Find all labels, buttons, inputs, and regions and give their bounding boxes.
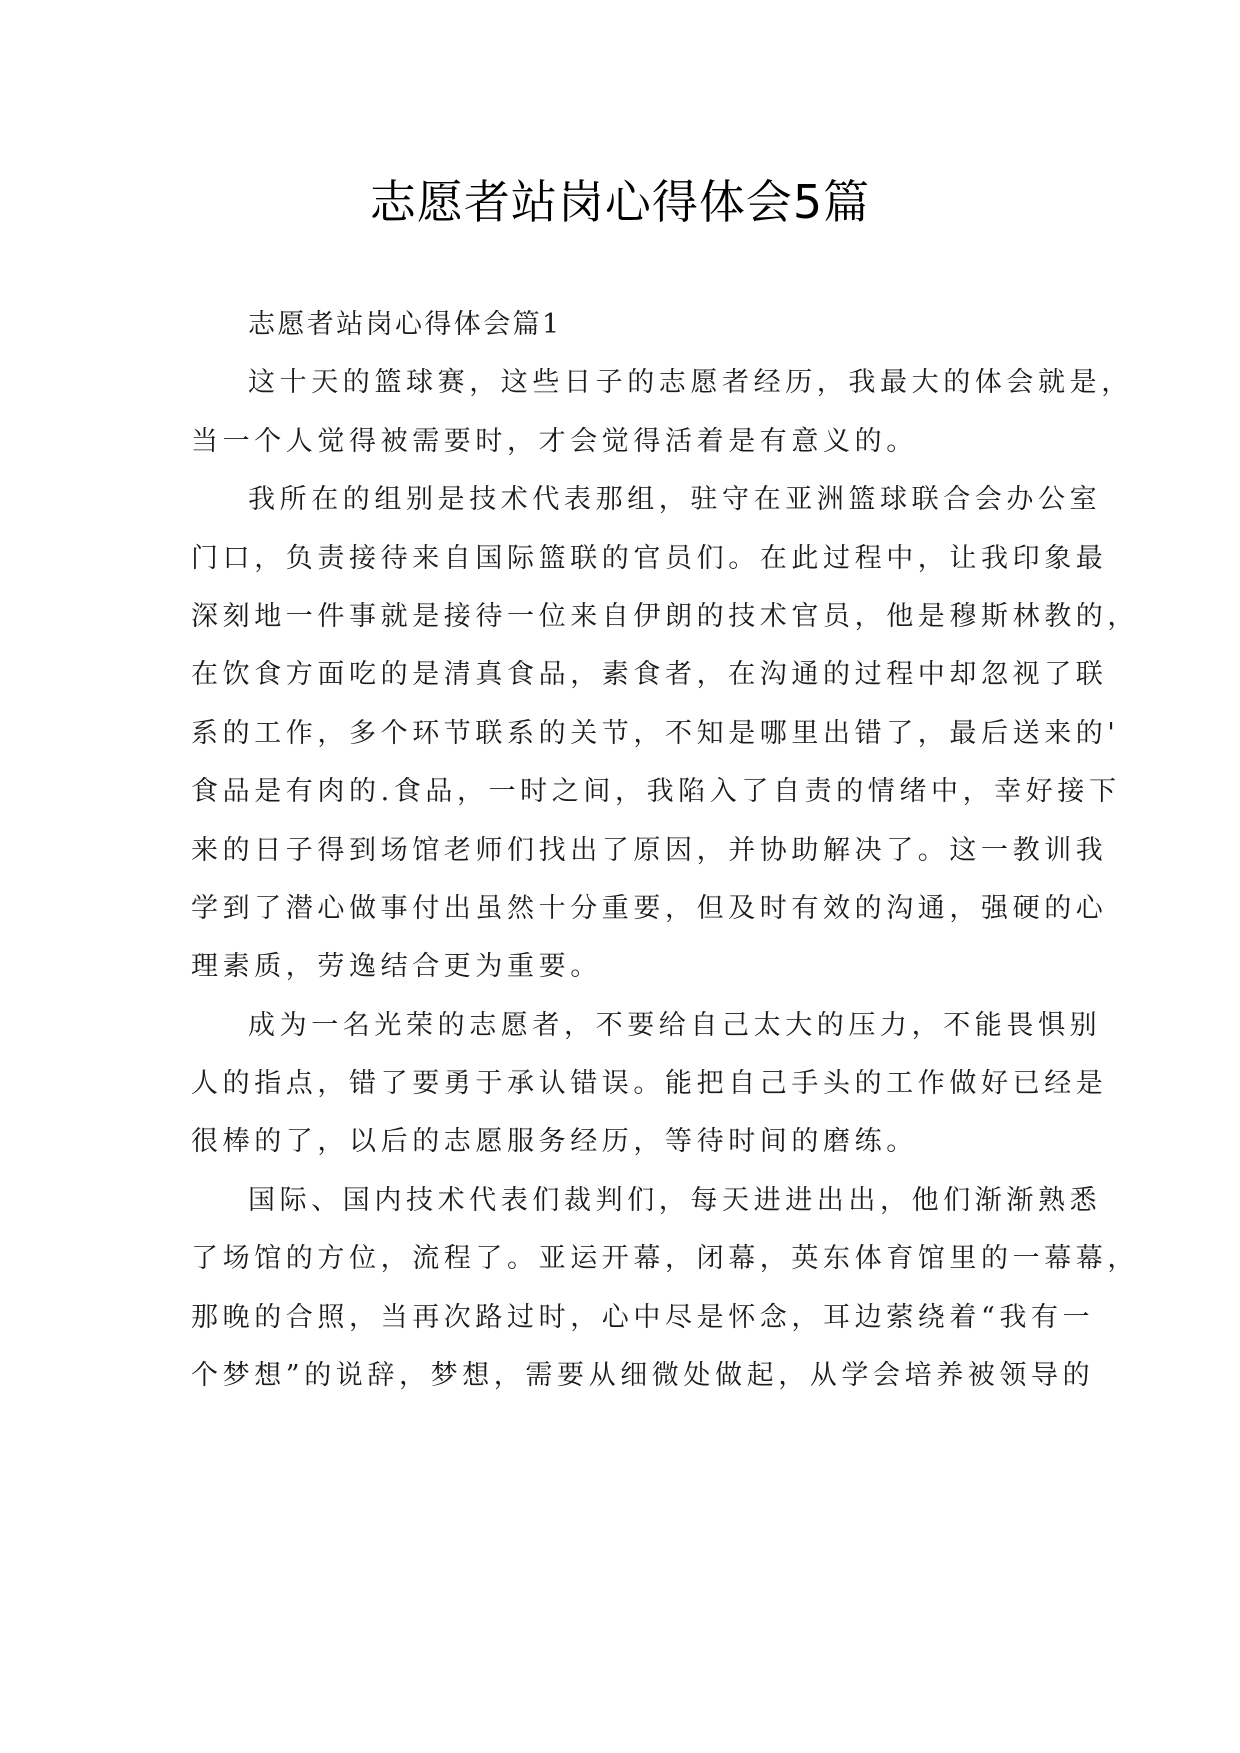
paragraph-3 (191, 997, 1108, 1172)
paragraph-line: 系的工作，多个环节联系的关节，不知是哪里出错了，最后送来的' (191, 717, 1120, 749)
paragraph-1 (191, 354, 1133, 471)
paragraph-line: 了场馆的方位，流程了。亚运开幕，闭幕，英东体育馆里的一幕幕， (191, 1243, 1139, 1275)
paragraph-line: 这十天的篮球赛，这些日子的志愿者经历，我最大的体会就是， (248, 367, 1133, 399)
paragraph-2 (191, 471, 1139, 997)
paragraph-line: 来的日子得到场馆老师们找出了原因，并协助解决了。这一教训我 (191, 834, 1108, 866)
paragraph-line: 在饮食方面吃的是清真食品，素食者，在沟通的过程中却忽视了联 (191, 659, 1108, 691)
document-body (191, 296, 1139, 1405)
document-title: 志愿者站岗心得体会5篇 (369, 175, 871, 229)
paragraph-line: 成为一名光荣的志愿者，不要给自己太大的压力，不能畏惧别 (248, 1009, 1102, 1041)
paragraph-line: 门口，负责接待来自国际篮联的官员们。在此过程中，让我印象最 (191, 542, 1108, 574)
section-heading: 志愿者站岗心得体会篇1 (248, 309, 562, 340)
paragraph-line: 很棒的了，以后的志愿服务经历，等待时间的磨练。 (191, 1126, 918, 1158)
paragraph-line: 我所在的组别是技术代表那组，驻守在亚洲篮球联合会办公室 (248, 484, 1102, 516)
paragraph-line: 当一个人觉得被需要时，才会觉得活着是有意义的。 (191, 425, 918, 457)
paragraph-line: 食品是有肉的.食品，一时之间，我陷入了自责的情绪中，幸好接下 (191, 776, 1121, 808)
paragraph-line: 国际、国内技术代表们裁判们，每天进进出出，他们渐渐熟悉 (248, 1184, 1102, 1216)
paragraph-line: 人的指点，错了要勇于承认错误。能把自己手头的工作做好已经是 (191, 1068, 1108, 1100)
paragraph-4 (191, 1172, 1139, 1406)
paragraph-line: 深刻地一件事就是接待一位来自伊朗的技术官员，他是穆斯林教的， (191, 600, 1139, 632)
paragraph-line: 个梦想”的说辞，梦想，需要从细微处做起，从学会培养被领导的 (191, 1360, 1095, 1392)
paragraph-line: 学到了潜心做事付出虽然十分重要，但及时有效的沟通，强硬的心 (191, 892, 1108, 924)
paragraph-line: 那晚的合照，当再次路过时，心中尽是怀念，耳边萦绕着“我有一 (191, 1301, 1095, 1333)
paragraph-line: 理素质，劳逸结合更为重要。 (191, 951, 602, 983)
